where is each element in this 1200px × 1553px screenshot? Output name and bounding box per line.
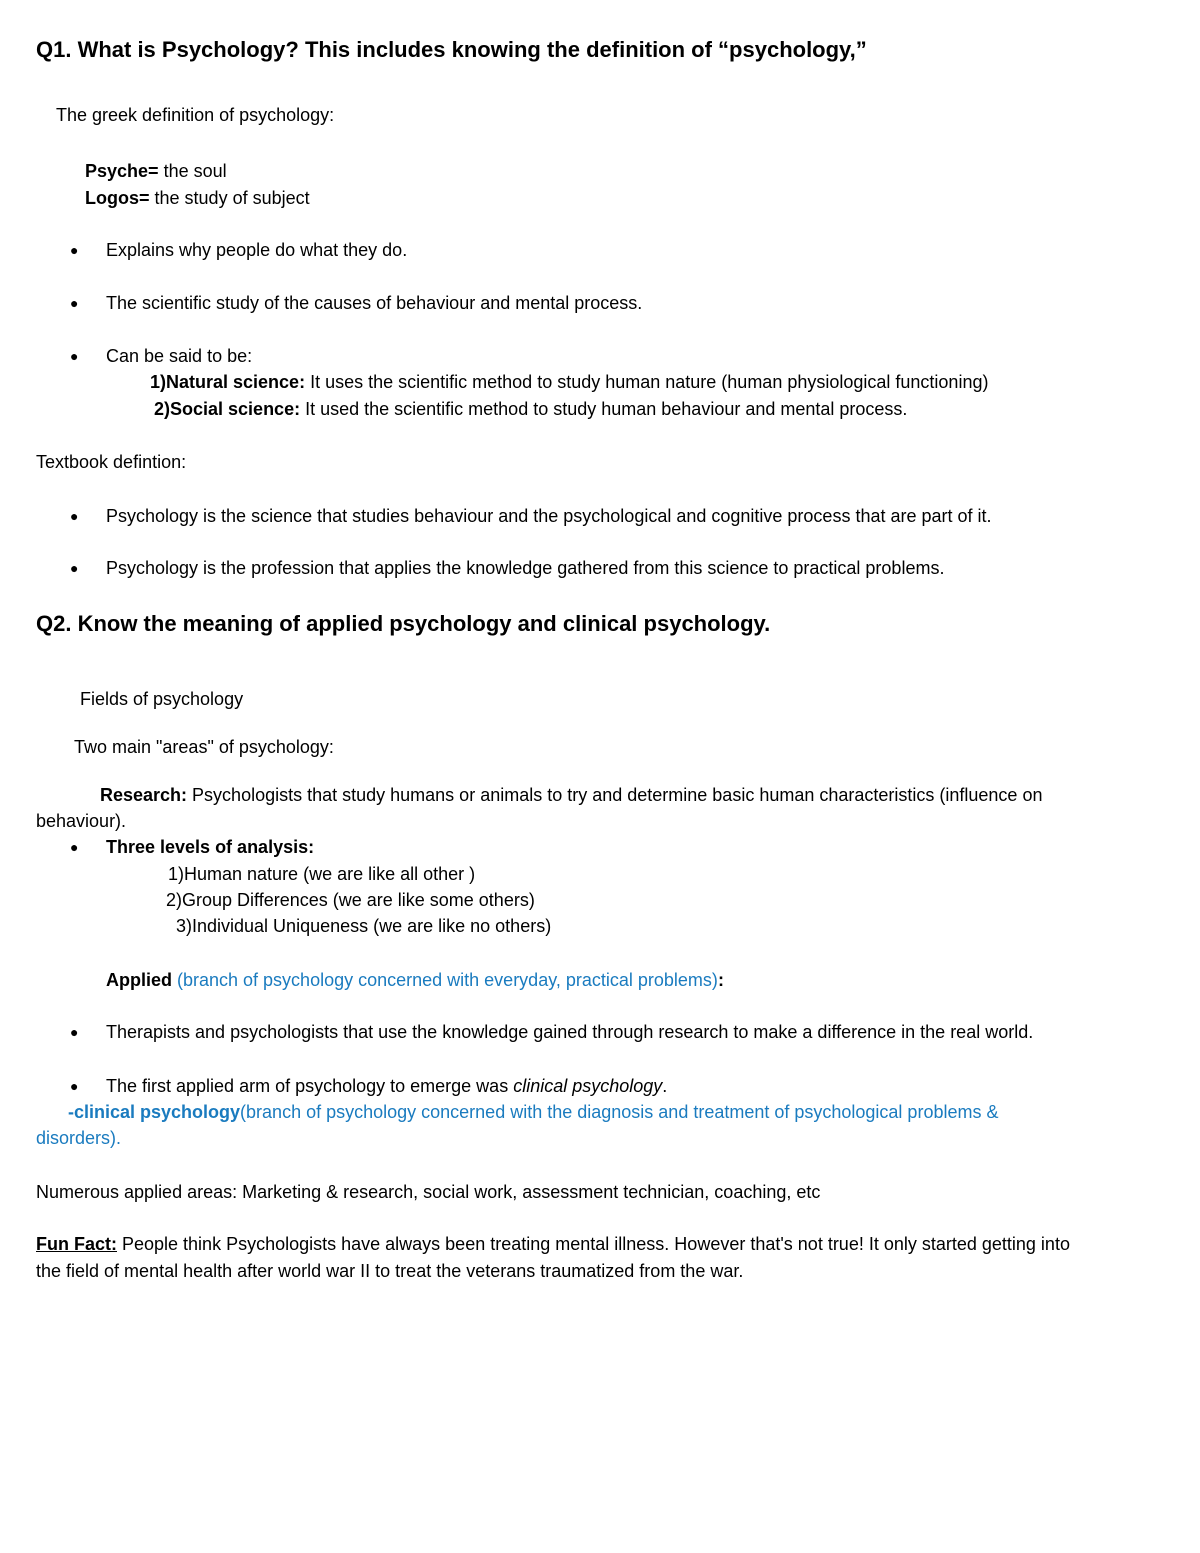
applied-def: (branch of psychology concerned with everyday, practical problems) [172,970,718,990]
q2-heading: Q2. Know the meaning of applied psychology and clinical psychology. [36,611,771,636]
applied-bullet-2-pre: The first applied arm of psychology to emerge was [106,1076,514,1096]
bullet-icon: ● [70,560,79,576]
q1-heading: Q1. What is Psychology? This includes knowing the definition of “psychology,” [36,37,867,62]
fun-fact-text: People think Psychologists have always been treating mental illness. However that's not true! It only started getting into [117,1234,1070,1254]
applied-bullet-2-emphasis: clinical psychology [513,1076,663,1096]
clinical-line-1 [68,1101,998,1123]
level-1: 1)Human nature (we are like all other ) [168,864,476,884]
natural-science-term: 1)Natural science: [150,372,306,392]
applied-line [106,969,724,991]
applied-bullet-2 [106,1075,667,1097]
applied-bullet-1: Therapists and psychologists that use the knowledge gained through research to make a difference in the real world. [106,1022,1034,1042]
social-science-line [154,398,907,420]
fun-fact-label: Fun Fact: [36,1234,117,1254]
research-term: Research: [100,785,188,805]
psyche-term: Psyche= [85,161,159,181]
q1-bullet-1: Explains why people do what they do. [106,240,408,260]
textbook-bullet-1: Psychology is the science that studies behaviour and the psychological and cognitive process that are part of it. [106,506,992,526]
bullet-icon: ● [70,839,79,855]
bullet-icon: ● [70,242,79,258]
natural-science-def: It uses the scientific method to study human nature (human physiological functioning) [305,372,989,392]
level-2: 2)Group Differences (we are like some others) [166,890,535,910]
bullet-icon: ● [70,295,79,311]
q1-bullet-3: Can be said to be: [106,346,253,366]
clinical-def: (branch of psychology concerned with the diagnosis and treatment of psychological problems & [240,1102,999,1122]
fields-of-psychology: Fields of psychology [80,689,244,709]
q1-bullet-2: The scientific study of the causes of behaviour and mental process. [106,293,643,313]
applied-term: Applied [106,970,172,990]
research-def: Psychologists that study humans or animals to try and determine basic human characteristics (influence on [187,785,1043,805]
research-line-1 [100,784,1042,806]
fun-fact-line-2: the field of mental health after world war II to treat the veterans traumatized from the war. [36,1261,744,1281]
social-science-def: It used the scientific method to study human behaviour and mental process. [300,399,908,419]
logos-definition [85,187,310,209]
bullet-icon: ● [70,1078,79,1094]
three-levels-label: Three levels of analysis: [106,837,315,857]
natural-science-line [150,371,988,393]
logos-meaning: the study of subject [149,188,310,208]
clinical-line-2: disorders). [36,1128,122,1148]
textbook-definition-intro: Textbook defintion: [36,452,187,472]
textbook-bullet-2: Psychology is the profession that applies the knowledge gathered from this science to practical problems. [106,558,945,578]
numerous-applied-areas: Numerous applied areas: Marketing & research, social work, assessment technician, coaching, etc [36,1182,821,1202]
research-line-2: behaviour). [36,811,127,831]
level-3: 3)Individual Uniqueness (we are like no others) [176,916,552,936]
applied-bullet-2-post: . [662,1076,668,1096]
logos-term: Logos= [85,188,150,208]
bullet-icon: ● [70,508,79,524]
greek-definition-intro: The greek definition of psychology: [56,105,335,125]
clinical-term: -clinical psychology [68,1102,241,1122]
fun-fact-line-1 [36,1233,1070,1255]
bullet-icon: ● [70,348,79,364]
two-main-areas: Two main "areas" of psychology: [74,737,334,757]
psyche-meaning: the soul [158,161,227,181]
psyche-definition [85,160,227,182]
applied-colon: : [717,970,724,990]
bullet-icon: ● [70,1024,79,1040]
social-science-term: 2)Social science: [154,399,301,419]
